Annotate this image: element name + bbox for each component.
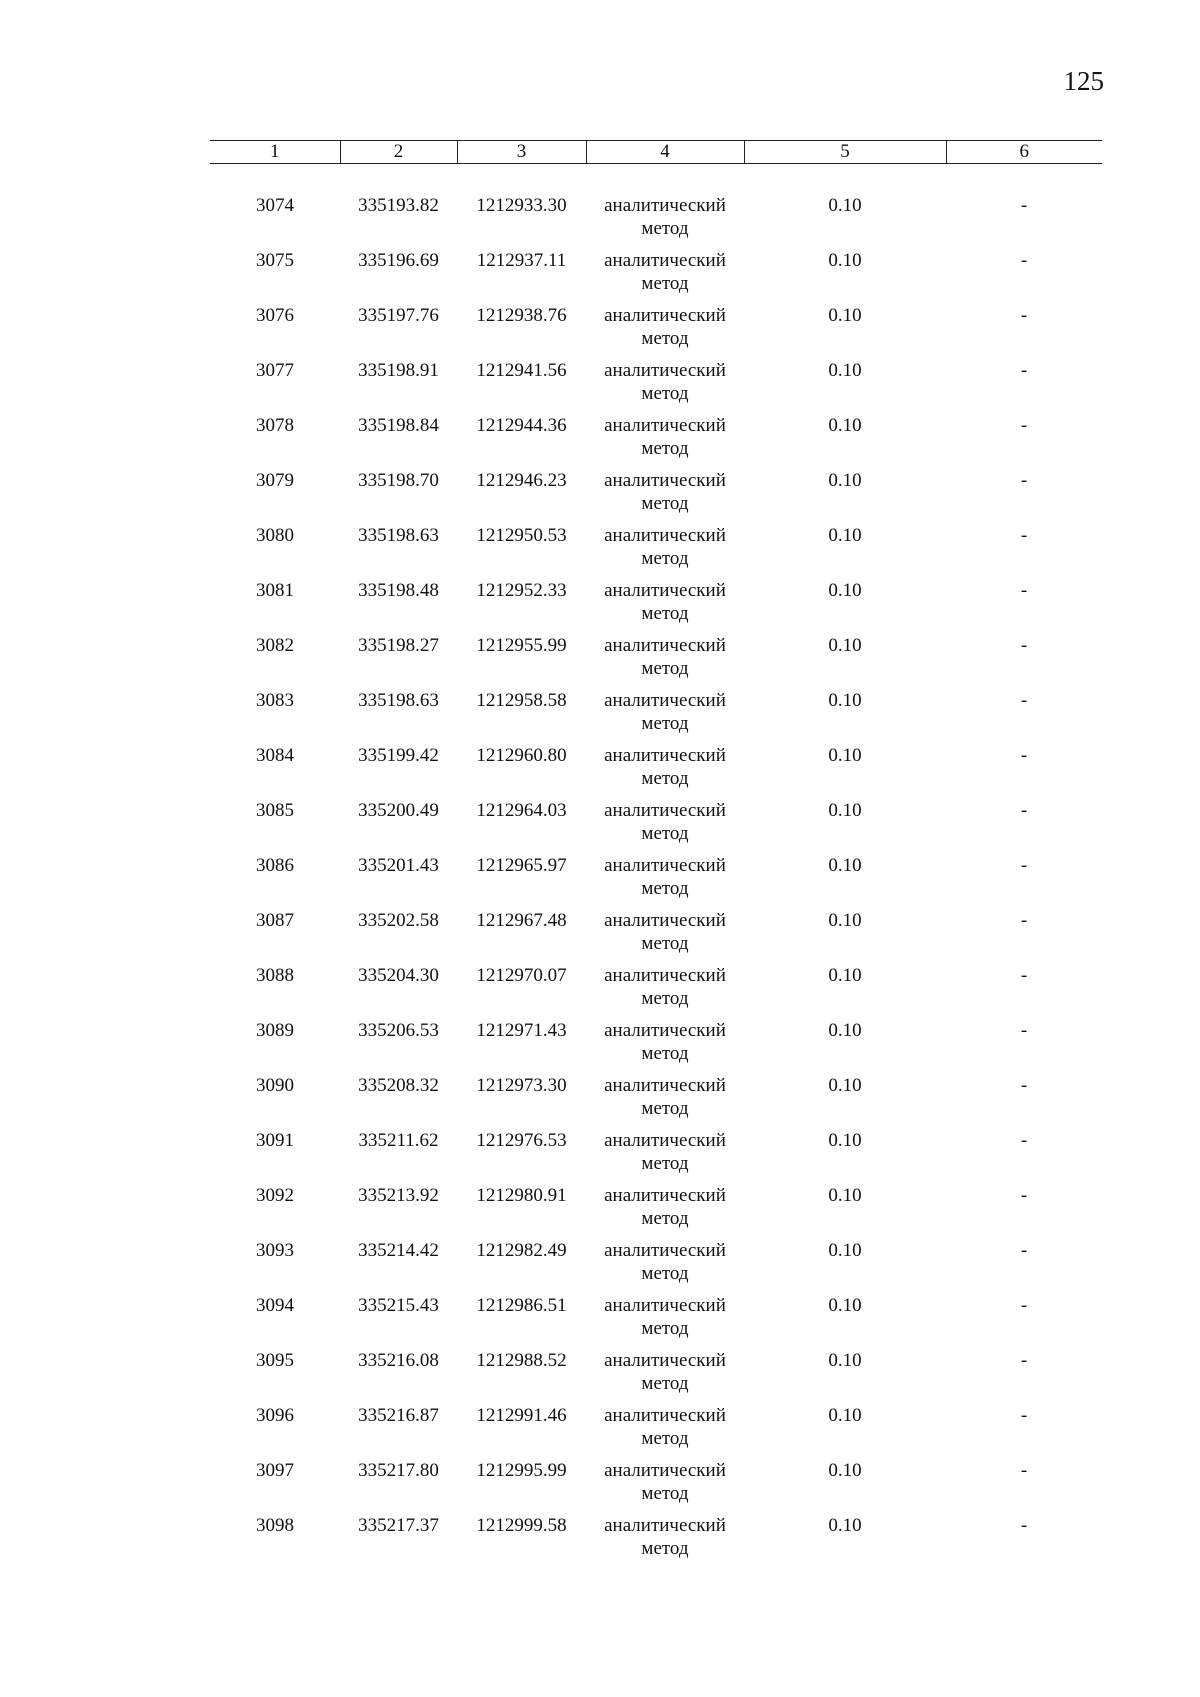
method-line-2: метод <box>641 768 689 789</box>
x-coordinate-cell: 335201.43 <box>358 855 439 876</box>
table-row <box>210 1239 1102 1294</box>
point-number-cell: 3076 <box>256 305 294 326</box>
method-line-1: аналитический <box>604 1020 726 1041</box>
table-row <box>210 1184 1102 1239</box>
point-number-cell: 3082 <box>256 635 294 656</box>
note-cell: - <box>1020 910 1028 931</box>
method-line-1: аналитический <box>604 250 726 271</box>
note-cell: - <box>1020 1295 1028 1316</box>
point-number-cell: 3094 <box>256 1295 294 1316</box>
method-line-2: метод <box>641 273 689 294</box>
y-coordinate-cell: 1212946.23 <box>476 470 567 491</box>
note-cell: - <box>1020 800 1028 821</box>
point-number-cell: 3075 <box>256 250 294 271</box>
y-coordinate-cell: 1212964.03 <box>476 800 567 821</box>
point-number-cell: 3086 <box>256 855 294 876</box>
method-cell <box>586 469 744 524</box>
x-coordinate-cell: 335213.92 <box>358 1185 439 1206</box>
accuracy-cell: 0.10 <box>828 1185 862 1206</box>
column-header-2: 2 <box>340 141 457 164</box>
accuracy-cell: 0.10 <box>828 965 862 986</box>
method-line-2: метод <box>641 823 689 844</box>
method-cell <box>586 744 744 799</box>
method-cell <box>586 304 744 359</box>
accuracy-cell: 0.10 <box>828 360 862 381</box>
method-line-1: аналитический <box>604 580 726 601</box>
method-line-1: аналитический <box>604 470 726 491</box>
accuracy-cell: 0.10 <box>828 470 862 491</box>
note-cell: - <box>1020 745 1028 766</box>
x-coordinate-cell: 335214.42 <box>358 1240 439 1261</box>
method-line-1: аналитический <box>604 195 726 216</box>
note-cell: - <box>1020 360 1028 381</box>
method-line-1: аналитический <box>604 525 726 546</box>
table-row <box>210 964 1102 1019</box>
method-line-2: метод <box>641 1483 689 1504</box>
point-number-cell: 3079 <box>256 470 294 491</box>
point-number-cell: 3097 <box>256 1460 294 1481</box>
table-row <box>210 689 1102 744</box>
method-cell <box>586 1349 744 1404</box>
table-row <box>210 744 1102 799</box>
point-number-cell: 3089 <box>256 1020 294 1041</box>
note-cell: - <box>1020 1130 1028 1151</box>
point-number-cell: 3083 <box>256 690 294 711</box>
point-number-cell: 3085 <box>256 800 294 821</box>
table-row <box>210 414 1102 469</box>
accuracy-cell: 0.10 <box>828 580 862 601</box>
point-number-cell: 3088 <box>256 965 294 986</box>
method-line-2: метод <box>641 493 689 514</box>
accuracy-cell: 0.10 <box>828 855 862 876</box>
table-row <box>210 1514 1102 1569</box>
y-coordinate-cell: 1212980.91 <box>476 1185 567 1206</box>
y-coordinate-cell: 1212991.46 <box>476 1405 567 1426</box>
note-cell: - <box>1020 305 1028 326</box>
accuracy-cell: 0.10 <box>828 690 862 711</box>
point-number-cell: 3074 <box>256 195 294 216</box>
note-cell: - <box>1020 1075 1028 1096</box>
y-coordinate-cell: 1212967.48 <box>476 910 567 931</box>
y-coordinate-cell: 1212958.58 <box>476 690 567 711</box>
method-cell <box>586 964 744 1019</box>
column-header-4: 4 <box>586 141 744 164</box>
y-coordinate-cell: 1212941.56 <box>476 360 567 381</box>
x-coordinate-cell: 335217.37 <box>358 1515 439 1536</box>
x-coordinate-cell: 335198.91 <box>358 360 439 381</box>
accuracy-cell: 0.10 <box>828 635 862 656</box>
accuracy-cell: 0.10 <box>828 415 862 436</box>
x-coordinate-cell: 335208.32 <box>358 1075 439 1096</box>
y-coordinate-cell: 1212995.99 <box>476 1460 567 1481</box>
x-coordinate-cell: 335206.53 <box>358 1020 439 1041</box>
accuracy-cell: 0.10 <box>828 305 862 326</box>
y-coordinate-cell: 1212999.58 <box>476 1515 567 1536</box>
table-row <box>210 249 1102 304</box>
note-cell: - <box>1020 1020 1028 1041</box>
y-coordinate-cell: 1212955.99 <box>476 635 567 656</box>
method-line-2: метод <box>641 218 689 239</box>
method-line-2: метод <box>641 658 689 679</box>
method-line-1: аналитический <box>604 690 726 711</box>
table-row <box>210 194 1102 249</box>
point-number-cell: 3096 <box>256 1405 294 1426</box>
method-line-1: аналитический <box>604 1130 726 1151</box>
note-cell: - <box>1020 1515 1028 1536</box>
x-coordinate-cell: 335196.69 <box>358 250 439 271</box>
method-line-1: аналитический <box>604 635 726 656</box>
method-line-2: метод <box>641 438 689 459</box>
method-cell <box>586 689 744 744</box>
table-row <box>210 1019 1102 1074</box>
x-coordinate-cell: 335216.87 <box>358 1405 439 1426</box>
accuracy-cell: 0.10 <box>828 800 862 821</box>
table-row <box>210 634 1102 689</box>
accuracy-cell: 0.10 <box>828 1460 862 1481</box>
table-spacer <box>210 164 1102 195</box>
x-coordinate-cell: 335197.76 <box>358 305 439 326</box>
method-line-2: метод <box>641 383 689 404</box>
method-line-1: аналитический <box>604 1185 726 1206</box>
x-coordinate-cell: 335198.70 <box>358 470 439 491</box>
table-row <box>210 1294 1102 1349</box>
accuracy-cell: 0.10 <box>828 1075 862 1096</box>
method-cell <box>586 1514 744 1569</box>
table-row <box>210 304 1102 359</box>
table-row <box>210 579 1102 634</box>
method-line-2: метод <box>641 878 689 899</box>
method-line-2: метод <box>641 1043 689 1064</box>
point-number-cell: 3084 <box>256 745 294 766</box>
method-line-2: метод <box>641 603 689 624</box>
method-cell <box>586 1239 744 1294</box>
note-cell: - <box>1020 965 1028 986</box>
method-cell <box>586 1459 744 1514</box>
method-line-2: метод <box>641 1428 689 1449</box>
note-cell: - <box>1020 635 1028 656</box>
column-header-5: 5 <box>744 141 946 164</box>
note-cell: - <box>1020 580 1028 601</box>
method-line-2: метод <box>641 1153 689 1174</box>
point-number-cell: 3098 <box>256 1515 294 1536</box>
x-coordinate-cell: 335200.49 <box>358 800 439 821</box>
header-row <box>210 141 1102 164</box>
accuracy-cell: 0.10 <box>828 1405 862 1426</box>
method-line-2: метод <box>641 988 689 1009</box>
y-coordinate-cell: 1212976.53 <box>476 1130 567 1151</box>
method-cell <box>586 414 744 469</box>
note-cell: - <box>1020 1460 1028 1481</box>
point-number-cell: 3081 <box>256 580 294 601</box>
note-cell: - <box>1020 525 1028 546</box>
column-header-6: 6 <box>946 141 1102 164</box>
y-coordinate-cell: 1212970.07 <box>476 965 567 986</box>
note-cell: - <box>1020 855 1028 876</box>
accuracy-cell: 0.10 <box>828 1515 862 1536</box>
method-cell <box>586 194 744 249</box>
method-cell <box>586 579 744 634</box>
x-coordinate-cell: 335204.30 <box>358 965 439 986</box>
point-number-cell: 3080 <box>256 525 294 546</box>
method-line-1: аналитический <box>604 800 726 821</box>
method-line-1: аналитический <box>604 1075 726 1096</box>
accuracy-cell: 0.10 <box>828 1240 862 1261</box>
y-coordinate-cell: 1212965.97 <box>476 855 567 876</box>
x-coordinate-cell: 335211.62 <box>358 1130 439 1151</box>
note-cell: - <box>1020 470 1028 491</box>
point-number-cell: 3095 <box>256 1350 294 1371</box>
note-cell: - <box>1020 1405 1028 1426</box>
table-row <box>210 1074 1102 1129</box>
accuracy-cell: 0.10 <box>828 525 862 546</box>
x-coordinate-cell: 335198.27 <box>358 635 439 656</box>
point-number-cell: 3077 <box>256 360 294 381</box>
method-line-1: аналитический <box>604 1295 726 1316</box>
x-coordinate-cell: 335215.43 <box>358 1295 439 1316</box>
note-cell: - <box>1020 415 1028 436</box>
coordinates-table <box>210 140 1102 1569</box>
y-coordinate-cell: 1212937.11 <box>476 250 567 271</box>
column-header-3: 3 <box>457 141 586 164</box>
accuracy-cell: 0.10 <box>828 1020 862 1041</box>
method-line-2: метод <box>641 1318 689 1339</box>
point-number-cell: 3078 <box>256 415 294 436</box>
y-coordinate-cell: 1212971.43 <box>476 1020 567 1041</box>
table-row <box>210 1129 1102 1184</box>
method-cell <box>586 1184 744 1239</box>
method-line-1: аналитический <box>604 1240 726 1261</box>
method-line-2: метод <box>641 1373 689 1394</box>
method-line-1: аналитический <box>604 1350 726 1371</box>
method-line-2: метод <box>641 548 689 569</box>
page-number: 125 <box>1063 66 1104 96</box>
method-line-2: метод <box>641 1098 689 1119</box>
method-line-2: метод <box>641 1538 689 1559</box>
method-line-1: аналитический <box>604 305 726 326</box>
y-coordinate-cell: 1212960.80 <box>476 745 567 766</box>
note-cell: - <box>1020 195 1028 216</box>
method-line-1: аналитический <box>604 1405 726 1426</box>
method-line-2: метод <box>641 713 689 734</box>
y-coordinate-cell: 1212952.33 <box>476 580 567 601</box>
x-coordinate-cell: 335198.48 <box>358 580 439 601</box>
point-number-cell: 3092 <box>256 1185 294 1206</box>
table-body <box>210 164 1102 1570</box>
method-line-1: аналитический <box>604 910 726 931</box>
y-coordinate-cell: 1212938.76 <box>476 305 567 326</box>
note-cell: - <box>1020 250 1028 271</box>
method-line-1: аналитический <box>604 965 726 986</box>
table-row <box>210 909 1102 964</box>
method-cell <box>586 1074 744 1129</box>
method-cell <box>586 524 744 579</box>
method-cell <box>586 359 744 414</box>
y-coordinate-cell: 1212988.52 <box>476 1350 567 1371</box>
accuracy-cell: 0.10 <box>828 745 862 766</box>
table-row <box>210 524 1102 579</box>
point-number-cell: 3087 <box>256 910 294 931</box>
note-cell: - <box>1020 1240 1028 1261</box>
method-line-1: аналитический <box>604 1460 726 1481</box>
x-coordinate-cell: 335198.84 <box>358 415 439 436</box>
method-line-2: метод <box>641 1208 689 1229</box>
column-header-1: 1 <box>210 141 340 164</box>
method-line-1: аналитический <box>604 745 726 766</box>
accuracy-cell: 0.10 <box>828 250 862 271</box>
table-row <box>210 799 1102 854</box>
method-line-1: аналитический <box>604 360 726 381</box>
x-coordinate-cell: 335198.63 <box>358 525 439 546</box>
x-coordinate-cell: 335193.82 <box>358 195 439 216</box>
method-line-2: метод <box>641 933 689 954</box>
method-line-1: аналитический <box>604 415 726 436</box>
point-number-cell: 3090 <box>256 1075 294 1096</box>
table-row <box>210 469 1102 524</box>
table-row <box>210 1459 1102 1514</box>
y-coordinate-cell: 1212944.36 <box>476 415 567 436</box>
table-row <box>210 359 1102 414</box>
note-cell: - <box>1020 1350 1028 1371</box>
accuracy-cell: 0.10 <box>828 1350 862 1371</box>
y-coordinate-cell: 1212933.30 <box>476 195 567 216</box>
method-line-2: метод <box>641 1263 689 1284</box>
x-coordinate-cell: 335202.58 <box>358 910 439 931</box>
table-row <box>210 1404 1102 1459</box>
method-line-1: аналитический <box>604 1515 726 1536</box>
x-coordinate-cell: 335216.08 <box>358 1350 439 1371</box>
method-cell <box>586 1294 744 1349</box>
method-cell <box>586 249 744 304</box>
method-line-1: аналитический <box>604 855 726 876</box>
accuracy-cell: 0.10 <box>828 910 862 931</box>
method-line-2: метод <box>641 328 689 349</box>
point-number-cell: 3091 <box>256 1130 294 1151</box>
x-coordinate-cell: 335217.80 <box>358 1460 439 1481</box>
y-coordinate-cell: 1212973.30 <box>476 1075 567 1096</box>
y-coordinate-cell: 1212986.51 <box>476 1295 567 1316</box>
y-coordinate-cell: 1212982.49 <box>476 1240 567 1261</box>
point-number-cell: 3093 <box>256 1240 294 1261</box>
table-row <box>210 854 1102 909</box>
table-row <box>210 1349 1102 1404</box>
x-coordinate-cell: 335199.42 <box>358 745 439 766</box>
accuracy-cell: 0.10 <box>828 1130 862 1151</box>
note-cell: - <box>1020 1185 1028 1206</box>
method-cell <box>586 799 744 854</box>
method-cell <box>586 1129 744 1184</box>
x-coordinate-cell: 335198.63 <box>358 690 439 711</box>
method-cell <box>586 634 744 689</box>
method-cell <box>586 909 744 964</box>
table-header <box>210 141 1102 164</box>
accuracy-cell: 0.10 <box>828 1295 862 1316</box>
accuracy-cell: 0.10 <box>828 195 862 216</box>
method-cell <box>586 1019 744 1074</box>
method-cell <box>586 854 744 909</box>
method-cell <box>586 1404 744 1459</box>
note-cell: - <box>1020 690 1028 711</box>
y-coordinate-cell: 1212950.53 <box>476 525 567 546</box>
